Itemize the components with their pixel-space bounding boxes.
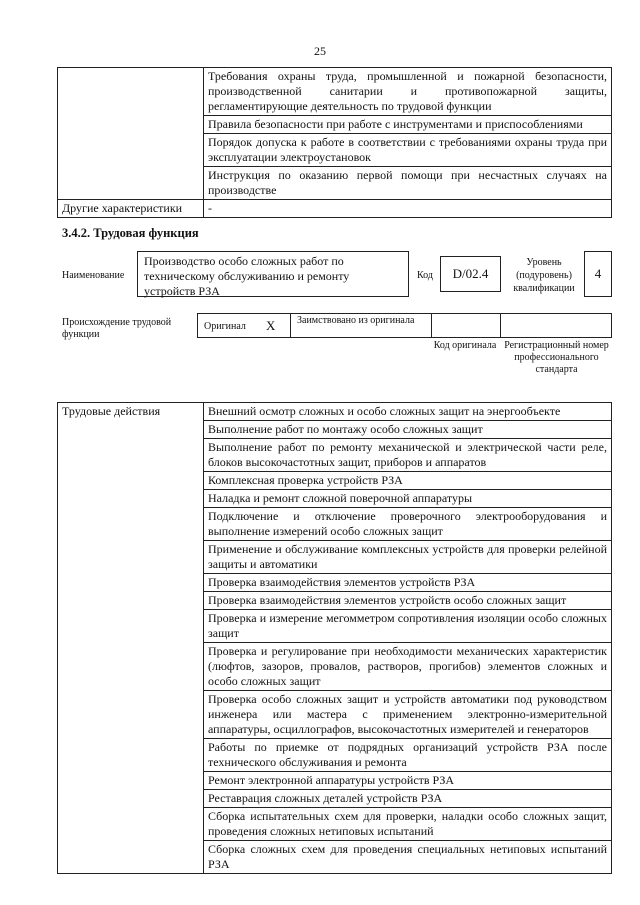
original-cell [197,313,291,338]
code-label: Код [417,270,433,281]
action-item: Проверка взаимодействия элементов устройств особо сложных защит [204,592,612,610]
requirements-table [57,67,612,218]
original-code-cell [431,313,501,338]
actions-table [57,402,612,874]
table-row [58,403,612,421]
action-item: Выполнение работ по монтажу особо сложных защит [204,421,612,439]
action-item: Проверка и измерение мегомметром сопротивления изоляции особо сложных защит [204,610,612,643]
original-code-caption: Код оригинала [433,340,497,351]
action-item: Проверка и регулирование при необходимости механических характеристик (люфтов, зазоров, провалов, растворов, прогибов) элементов сложных и особо сложных защит [204,643,612,691]
action-item: Работы по приемке от подрядных организаций устройств РЗА после технического обслуживания и ремонта [204,739,612,772]
actions-label: Трудовые действия [58,403,204,874]
borrowed-cell [290,313,432,338]
requirements-empty-cell [58,68,204,200]
table-row [58,200,612,218]
borrowed-label: Заимствовано из оригинала [297,315,415,326]
requirement-item: Инструкция по оказанию первой помощи при несчастных случаях на производстве [204,167,612,200]
action-item: Ремонт электронной аппаратуры устройств РЗА [204,772,612,790]
action-item: Комплексная проверка устройств РЗА [204,472,612,490]
action-item: Наладка и ремонт сложной поверочной аппаратуры [204,490,612,508]
page-number: 25 [314,44,326,58]
action-item: Проверка взаимодействия элементов устройств РЗА [204,574,612,592]
reg-number-caption: Регистрационный номер профессионального стандарта [504,340,609,375]
action-item: Реставрация сложных деталей устройств РЗА [204,790,612,808]
reg-number-cell [500,313,612,338]
table-row [58,68,612,116]
requirement-item: Правила безопасности при работе с инструментами и приспособлениями [204,116,612,134]
action-item: Подключение и отключение проверочного электрооборудования и выполнение измерений особо сложных защит [204,508,612,541]
action-item: Сборка сложных схем для проведения специальных нетиповых испытаний РЗА [204,841,612,874]
requirement-item: Порядок допуска к работе в соответствии с требованиями охраны труда при эксплуатации электроустановок [204,134,612,167]
action-item: Проверка особо сложных защит и устройств автоматики под руководством инженера или мастера с применением электронно-измерительной аппаратуры, осциллографов, высокочастотных измерителей и генераторов [204,691,612,739]
section-title: 3.4.2. Трудовая функция [62,226,199,240]
origin-row [197,313,612,338]
action-item: Внешний осмотр сложных и особо сложных защит на энергообъекте [204,403,612,421]
action-item: Применение и обслуживание комплексных устройств для проверки релейной защиты и автоматики [204,541,612,574]
level-box: 4 [584,251,612,297]
function-name-box: Производство особо сложных работ по техническому обслуживанию и ремонту устройств РЗА [137,251,409,297]
level-label: Уровень (подуровень) квалификации [513,257,575,294]
original-mark: X [266,318,276,333]
original-label: Оригинал [204,321,246,332]
function-code-box: D/02.4 [440,256,501,292]
other-characteristics-value: - [204,200,612,218]
requirement-item: Требования охраны труда, промышленной и пожарной безопасности, производственной санитарии и противопожарной защиты, регламентирующие деятельность по трудовой функции [204,68,612,116]
origin-label: Происхождение трудовой функции [62,317,172,340]
other-characteristics-label: Другие характеристики [58,200,204,218]
action-item: Выполнение работ по ремонту механической и электрической части реле, блоков высокочастотных защит, приборов и аппаратов [204,439,612,472]
action-item: Сборка испытательных схем для проверки, наладки особо сложных защит, проведения сложных нетиповых испытаний [204,808,612,841]
name-label: Наименование [62,270,125,281]
